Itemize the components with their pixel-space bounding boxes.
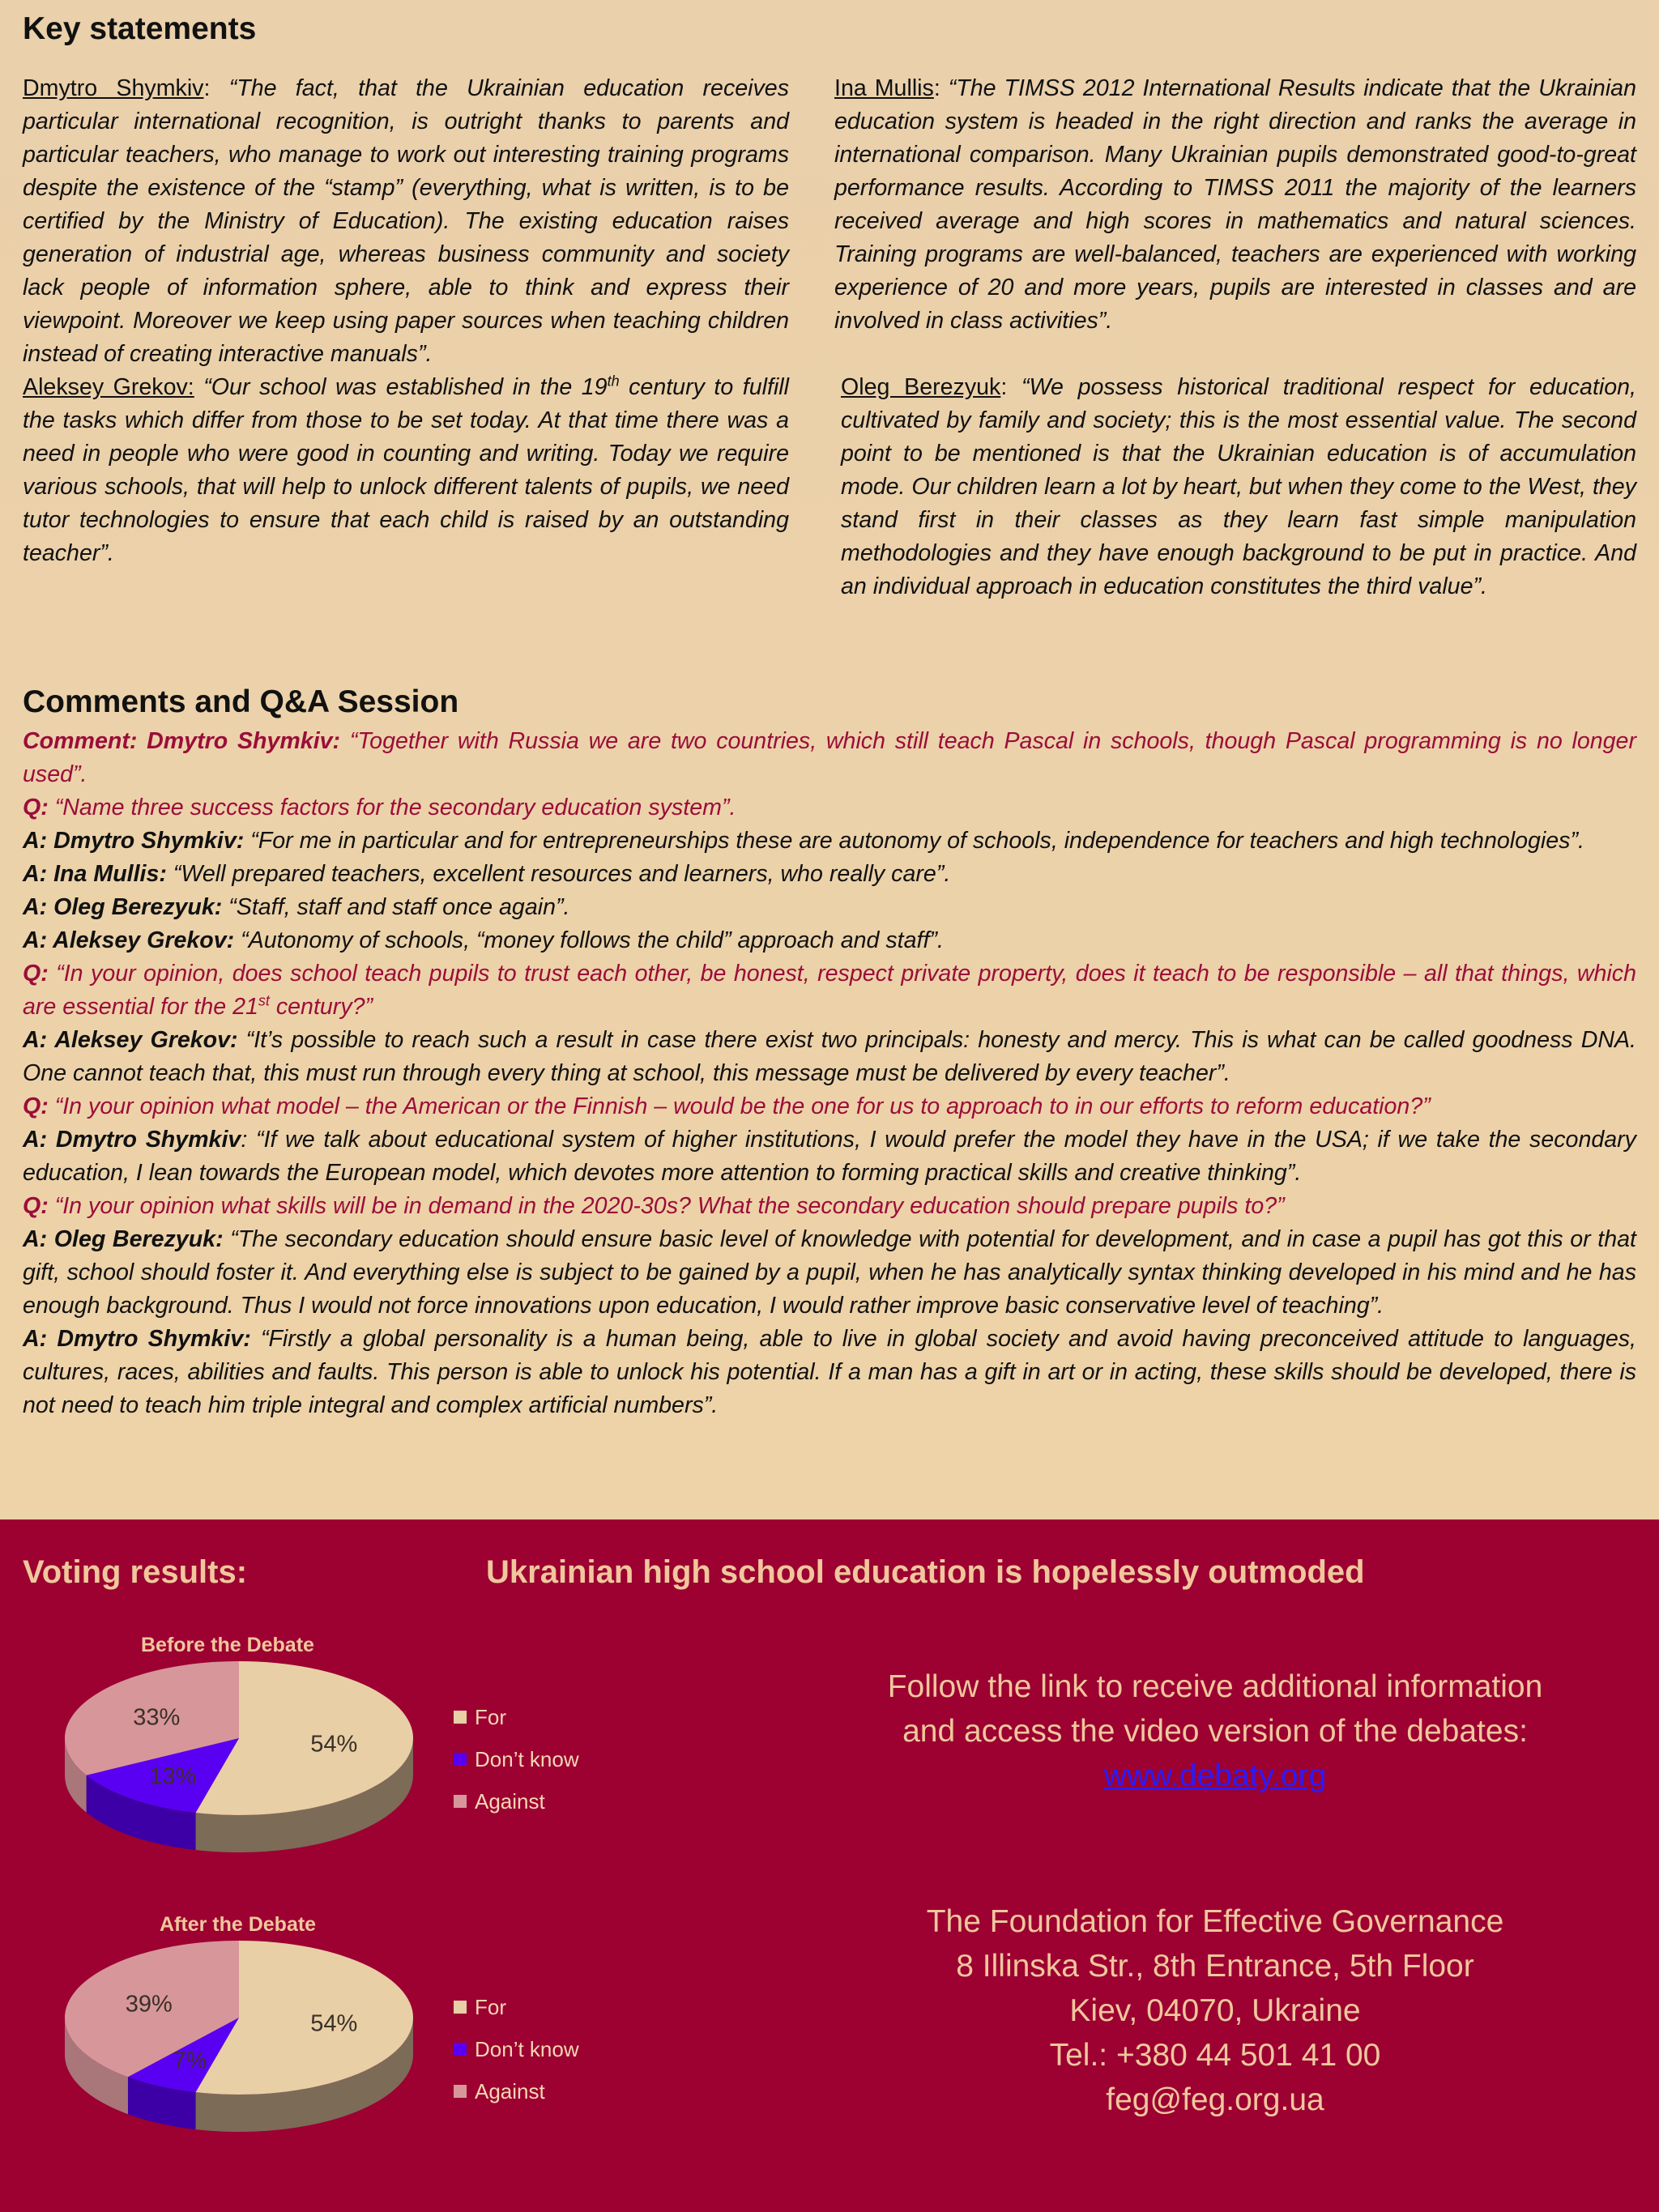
legend-swatch: [454, 2001, 467, 2014]
website-link[interactable]: www.debaty.org: [1103, 1758, 1327, 1793]
legend-swatch: [454, 2085, 467, 2098]
qa-text: “Autonomy of schools, “money follows the child” approach and staff”.: [234, 927, 944, 953]
pie-data-label: 54%: [310, 2010, 358, 2037]
legend-label: Against: [475, 1788, 545, 1813]
answer-item: [23, 858, 1636, 891]
voting-panel: [0, 1519, 1659, 2212]
answer-item: [23, 825, 1636, 858]
qa-label: A: Dmytro Shymkiv:: [23, 1326, 251, 1352]
statement-grekov: [23, 371, 789, 570]
qa-label: Q:: [23, 1093, 49, 1119]
pie-data-label: 39%: [125, 1991, 173, 2018]
telephone: Tel.: +380 44 501 41 00: [1049, 2038, 1381, 2073]
pie-data-label: 7%: [173, 2048, 207, 2074]
statement-quote: “Our school was established in the 19: [203, 374, 608, 400]
answer-item: [23, 1024, 1636, 1090]
legend-item-dont-know: [454, 2028, 579, 2070]
answer-item: [23, 1223, 1636, 1323]
superscript: st: [258, 992, 270, 1009]
statement-shymkiv: [23, 72, 789, 371]
qa-label: Q:: [23, 961, 49, 987]
separator: :: [1000, 374, 1021, 400]
chart-title-before: Before the Debate: [141, 1634, 314, 1656]
info-block: [810, 1664, 1620, 1798]
speaker-name: Oleg Berezyuk: [841, 374, 1001, 400]
qa-label: A: Oleg Berezyuk:: [23, 1226, 224, 1252]
qa-text: “Firstly a global personality is a human being, able to live in global society and avoid having preconceived attitude to languages, cultures, races, abilities and faults. This person is able to unlock his potential. If a man has a gift in art or in acting, these skills should be developed, there is not need to teach him triple integral and complex artificial numbers”.: [23, 1326, 1636, 1418]
statement-quote: “We possess historical traditional respect for education, cultivated by family and society; this is the most essential value. The second point to be mentioned is that the Ukrainian education is of accumulation mode. Our children learn a lot by heart, but when they come to the West, they stand first in their classes as they learn fast simple manipulation methodologies and they have enough background to be put in practice. And an individual approach in education constitutes the third value”.: [841, 374, 1636, 599]
address-line-2: Kiev, 04070, Ukraine: [1069, 1993, 1361, 2028]
pie-data-label: 33%: [133, 1704, 181, 1731]
chart-title-after: After the Debate: [160, 1913, 317, 1936]
legend-swatch: [454, 1795, 467, 1808]
separator: [194, 374, 204, 400]
info-line-1: Follow the link to receive additional information: [887, 1669, 1543, 1704]
legend-item-for: [454, 1986, 579, 2028]
separator: :: [203, 75, 229, 101]
legend-label: For: [475, 1994, 506, 2019]
question-item: [23, 1190, 1636, 1223]
qa-label: Comment: Dmytro Shymkiv:: [23, 728, 341, 754]
question-item: [23, 957, 1636, 1024]
qa-list: [23, 725, 1636, 1422]
pie-data-label: 54%: [310, 1731, 358, 1758]
legend-label: Against: [475, 2078, 545, 2103]
qa-label: A: Aleksey Grekov:: [23, 927, 235, 953]
qa-text: “For me in particular and for entrepreneurships these are autonomy of schools, independence for teachers and high technologies”.: [244, 828, 1584, 854]
legend-item-dont-know: [454, 1738, 579, 1780]
statement-quote: “The TIMSS 2012 International Results indicate that the Ukrainian education system is headed in the right direction and ranks the average in international comparison. Many Ukrainian pupils demonstrated good-to-great performance results. According to TIMSS 2011 the majority of the learners received average and high scores in mathematics and natural sciences. Training programs are well-balanced, teachers are experienced with working experience of 20 and more years, pupils are interested in classes and are involved in class activities”.: [834, 75, 1636, 334]
qa-text-cont: century?”: [269, 994, 373, 1020]
answer-item: [23, 891, 1636, 924]
qa-label: A: Dmytro Shymkiv: [23, 1127, 241, 1153]
key-statements-left-column: [23, 72, 789, 570]
qa-label: A: Oleg Berezyuk:: [23, 894, 223, 920]
qa-text: “In your opinion what model – the American or the Finnish – would be the one for us to approach to in our efforts to reform education?”: [48, 1093, 1431, 1119]
legend-item-against: [454, 2070, 579, 2112]
contact-block: [810, 1899, 1620, 2122]
answer-item: [23, 1123, 1636, 1190]
statement-berezyuk: [841, 371, 1636, 603]
debate-motion: Ukrainian high school education is hopelessly outmoded: [486, 1554, 1365, 1590]
pie-chart-before: [49, 1641, 437, 1884]
qa-label: Q:: [23, 795, 49, 820]
qa-text: “Staff, staff and staff once again”.: [222, 894, 570, 920]
org-name: The Foundation for Effective Governance: [926, 1904, 1504, 1939]
legend-item-against: [454, 1780, 579, 1822]
statement-mullis: [834, 72, 1636, 338]
qa-label: A: Ina Mullis:: [23, 861, 167, 887]
qa-text: : “If we talk about educational system of higher institutions, I would prefer the model they have in the USA; if we take the secondary education, I lean towards the European model, which devotes more attention to forming practical skills and creative thinking”.: [23, 1127, 1636, 1186]
qa-text: “Well prepared teachers, excellent resources and learners, who really care”.: [166, 861, 951, 887]
qa-text: “In your opinion what skills will be in demand in the 2020-30s? What the secondary education should prepare pupils to?”: [48, 1193, 1285, 1219]
qa-text: “In your opinion, does school teach pupils to trust each other, be honest, respect private property, does it teach to be responsible – all that things, which are essential for the 21: [23, 961, 1636, 1020]
info-line-2: and access the video version of the debates:: [902, 1714, 1528, 1749]
qa-label: Q:: [23, 1193, 49, 1219]
superscript: th: [607, 373, 620, 390]
voting-title: Voting results:: [23, 1554, 248, 1590]
qa-text: “It’s possible to reach such a result in case there exist two principals: honesty and mercy. This is what can be called goodness DNA. One cannot teach that, this must run through every thing at school, this message must be delivered by every teacher”.: [23, 1027, 1637, 1086]
key-statements-right-column: [834, 72, 1636, 603]
question-item: [23, 791, 1636, 825]
statement-quote-cont: century to fulfill the tasks which differ from those to be set today. At that time there was a need in people who were good in counting and writing. Today we require various schools, that will help to unlock different talents of pupils, we need tutor technologies to ensure that each child is raised by an outstanding teacher”.: [23, 374, 789, 566]
answer-item: [23, 1323, 1636, 1422]
pie-data-label: 13%: [149, 1763, 197, 1790]
qa-label: A: Aleksey Grekov:: [23, 1027, 238, 1053]
pie-chart-after: [49, 1920, 437, 2163]
legend-before: [454, 1696, 579, 1822]
legend-label: For: [475, 1704, 506, 1729]
legend-label: Don’t know: [475, 2036, 579, 2061]
key-statements-heading: Key statements: [23, 11, 257, 46]
email[interactable]: feg@feg.org.ua: [1106, 2082, 1324, 2117]
speaker-name: Aleksey Grekov:: [23, 374, 194, 400]
qa-text: “Name three success factors for the secondary education system”.: [48, 795, 736, 820]
legend-after: [454, 1986, 579, 2112]
qa-text: “Together with Russia we are two countries, which still teach Pascal in schools, though Pascal programming is no longer used”.: [23, 728, 1636, 787]
legend-swatch: [454, 2043, 467, 2056]
legend-label: Don’t know: [475, 1746, 579, 1771]
qa-heading: Comments and Q&A Session: [23, 684, 459, 719]
separator: :: [933, 75, 949, 101]
statement-quote: “The fact, that the Ukrainian education receives particular international recognition, is outright thanks to parents and particular teachers, who manage to work out interesting training programs despite the existence of the “stamp” (everything, what is written, is to be certified by the Ministry of Education). The existing education raises generation of industrial age, whereas business community and society lack people of information sphere, able to think and express their viewpoint. Moreover we keep using paper sources when teaching children instead of creating interactive manuals”.: [23, 75, 790, 367]
legend-swatch: [454, 1711, 467, 1724]
question-item: [23, 1090, 1636, 1123]
speaker-name: Dmytro Shymkiv: [23, 75, 204, 101]
legend-item-for: [454, 1696, 579, 1738]
qa-text: “The secondary education should ensure basic level of knowledge with potential for development, and in case a pupil has got this or that gift, school should foster it. And everything else is subject to be gained by a pupil, when he has analytically syntax thinking developed in his mind and he has enough background. Thus I would not force innovations upon education, I would rather improve basic conservative level of teaching”.: [23, 1226, 1636, 1319]
answer-item: [23, 924, 1636, 957]
qa-label: A: Dmytro Shymkiv:: [23, 828, 245, 854]
address-line-1: 8 Illinska Str., 8th Entrance, 5th Floor: [956, 1949, 1474, 1984]
speaker-name: Ina Mullis: [834, 75, 934, 101]
legend-swatch: [454, 1753, 467, 1766]
question-item: [23, 725, 1636, 791]
